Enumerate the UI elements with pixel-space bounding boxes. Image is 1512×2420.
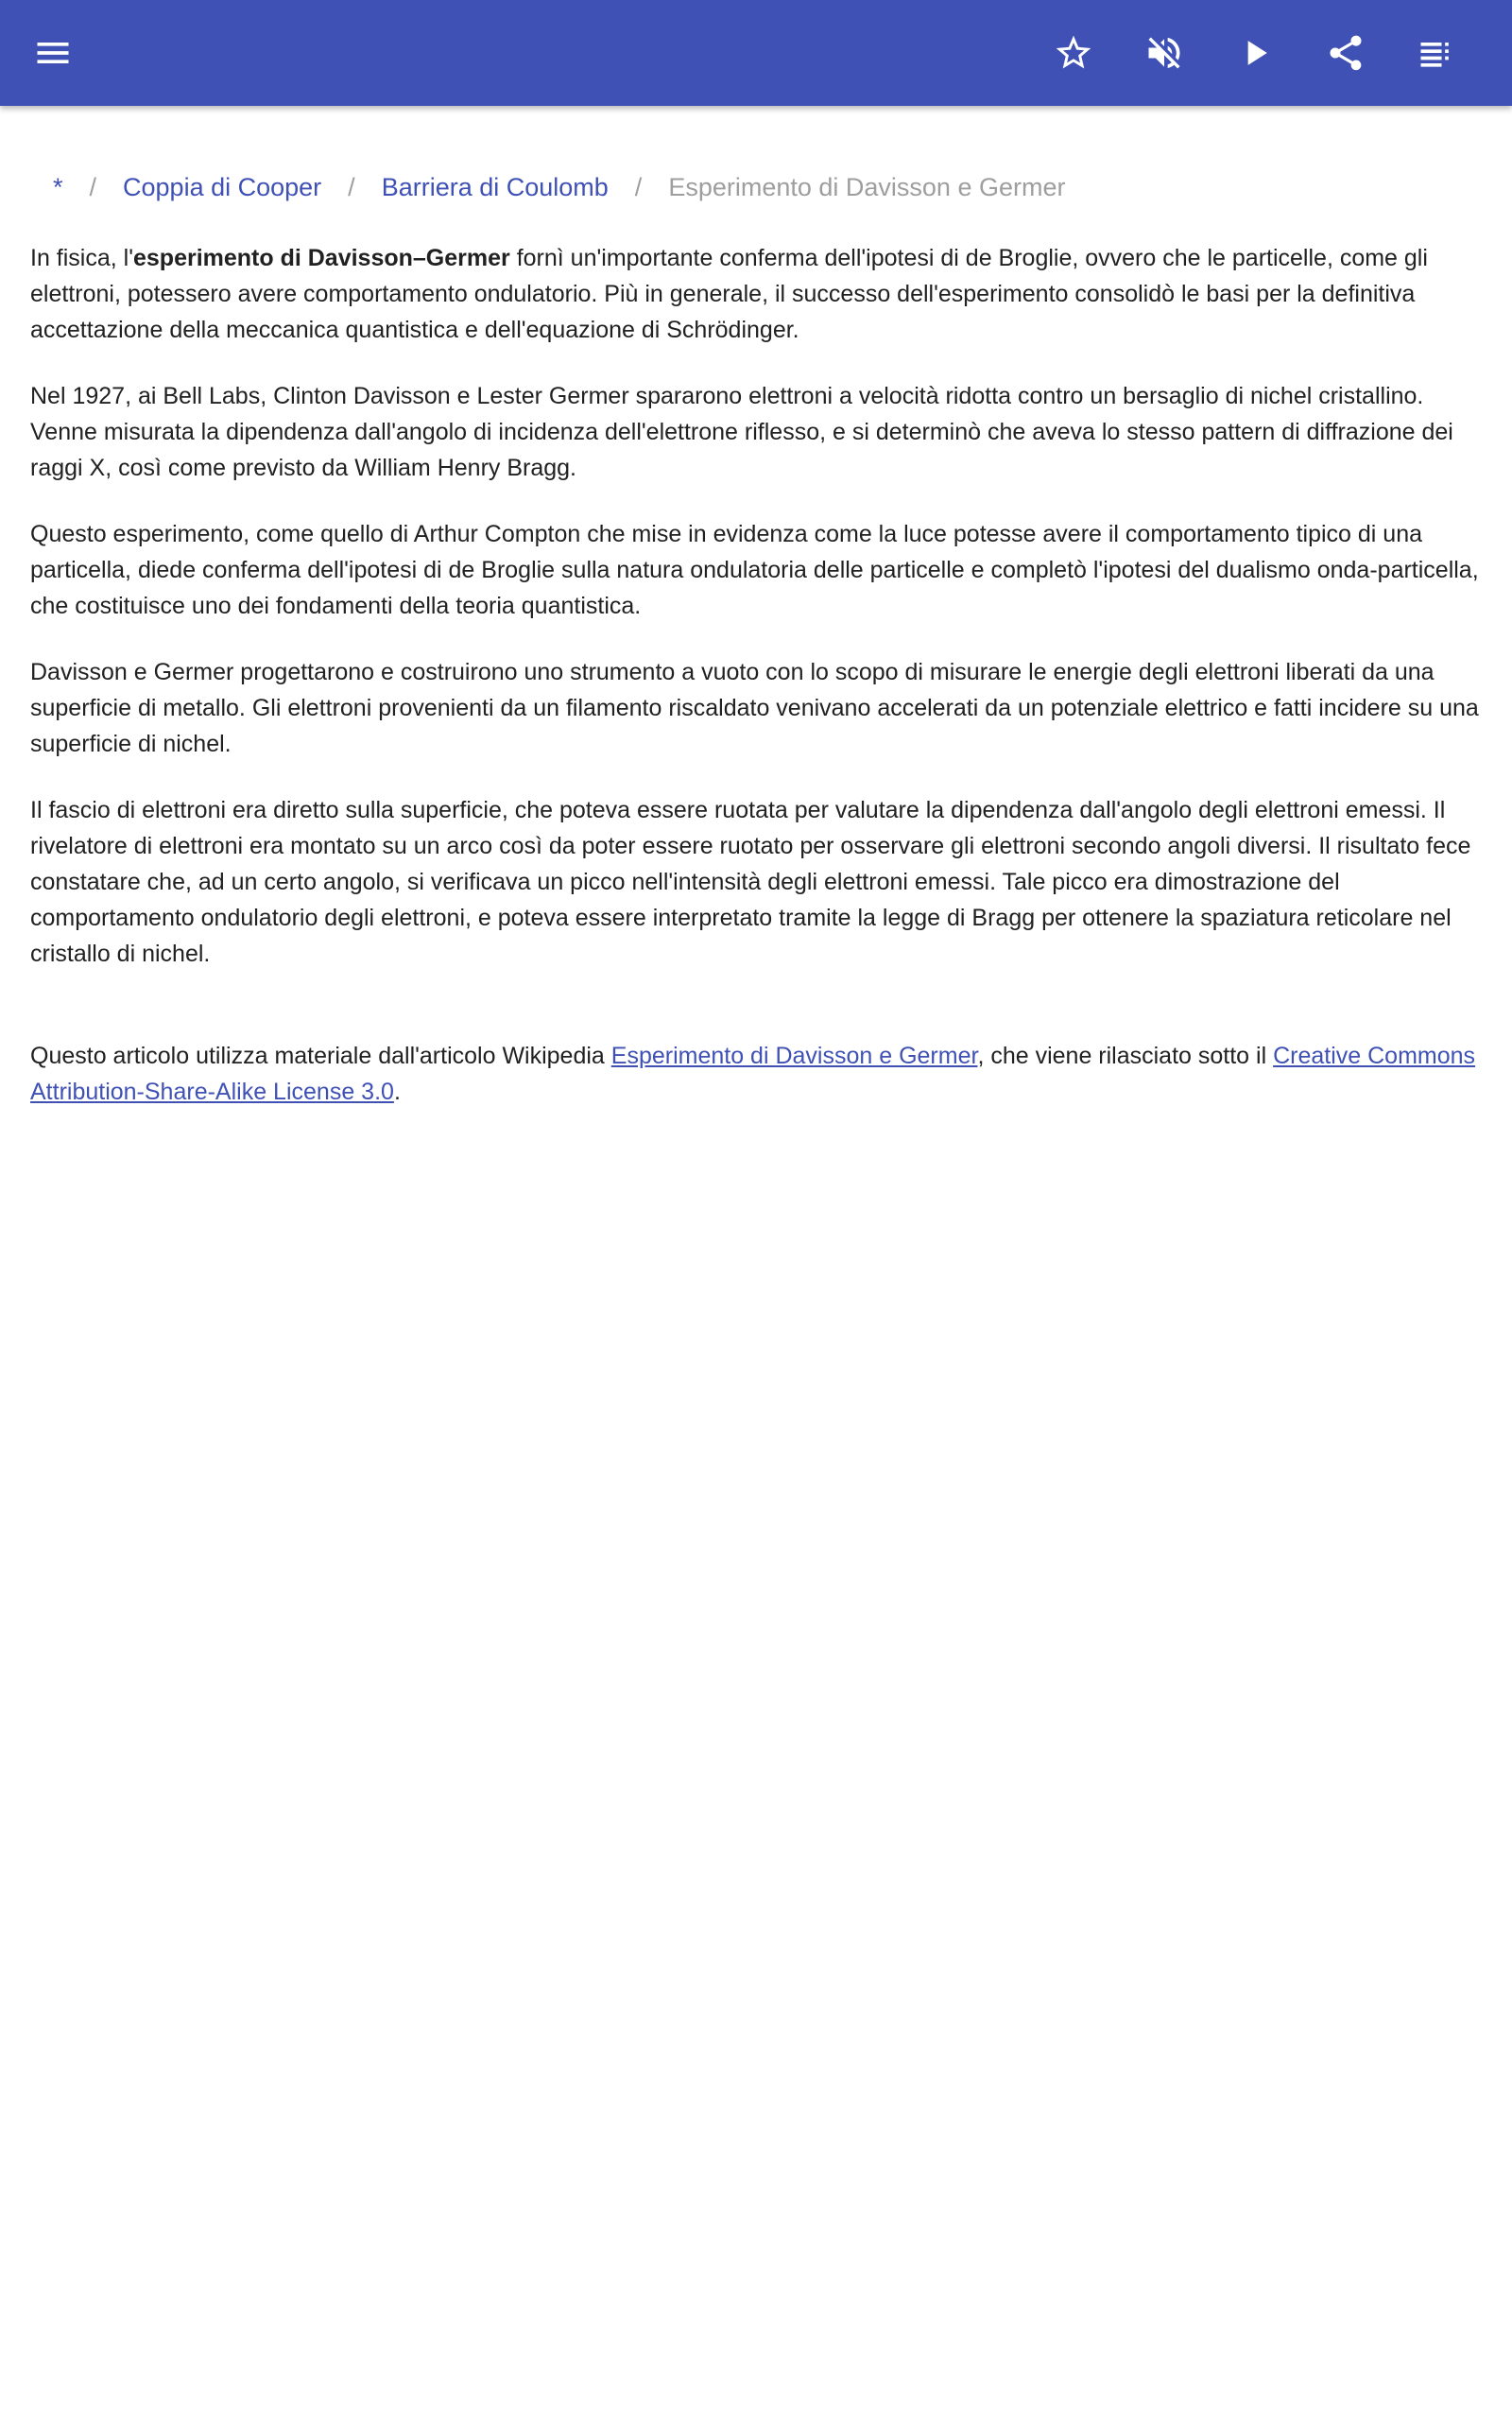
menu-icon (32, 32, 74, 74)
paragraph-apparatus: Davisson e Germer progettarono e costruirono uno strumento a vuoto con lo scopo di misurare le energie degli elettroni liberati da una superficie di metallo. Gli elettroni provenienti da un filamento riscaldato venivano accelerati da un potenziale elettrico e fatti incidere su una superficie di nichel. (30, 659, 1479, 757)
breadcrumb-separator: / (89, 172, 97, 201)
share-button[interactable] (1319, 26, 1372, 79)
share-icon (1325, 32, 1366, 74)
breadcrumb-separator: / (348, 172, 355, 201)
article-subject: esperimento di Davisson–Germer (132, 245, 510, 271)
play-button[interactable] (1228, 26, 1281, 79)
breadcrumb-current: Esperimento di Davisson e Germer (668, 172, 1066, 201)
article-body (30, 240, 1486, 1140)
star-icon (1053, 32, 1094, 74)
breadcrumb (53, 166, 1065, 208)
playlist-icon (1416, 32, 1457, 74)
breadcrumb-item-barriera-di-coulomb[interactable]: Barriera di Coulomb (381, 172, 609, 201)
breadcrumb-separator: / (634, 172, 643, 201)
play-icon (1234, 32, 1276, 74)
attribution-mid: , che viene rilasciato sotto il (977, 1043, 1274, 1069)
mute-button[interactable] (1138, 26, 1191, 79)
paragraph-intro-pre: In fisica, l' (30, 245, 133, 271)
attribution-post: . (393, 1079, 401, 1105)
breadcrumb-item-coppia-di-cooper[interactable]: Coppia di Cooper (123, 172, 322, 201)
breadcrumb-home[interactable]: * (53, 172, 63, 201)
bookmark-button[interactable] (1047, 26, 1100, 79)
wikipedia-article-link[interactable]: Esperimento di Davisson e Germer (610, 1043, 978, 1069)
license-link[interactable]: Creative Commons Attribution-Share-Alike License 3.0 (30, 1043, 1476, 1105)
paragraph-significance: Questo esperimento, come quello di Arthur Compton che mise in evidenza come la luce potesse avere il comportamento tipico di una particella, diede conferma dell'ipotesi di de Broglie sulla natura ondulatoria delle particelle e completò l'ipotesi del dualismo onda-particella, che costituisce uno dei fondamenti della teoria quantistica. (30, 521, 1479, 619)
contents-button[interactable] (1410, 26, 1463, 79)
attribution-note (30, 1038, 1486, 1110)
paragraph-intro (30, 240, 1486, 348)
attribution-pre: Questo articolo utilizza materiale dall'articolo Wikipedia (30, 1043, 611, 1069)
app-bar (0, 0, 1512, 106)
volume-off-icon (1143, 32, 1185, 74)
paragraph-intro-post: fornì un'importante conferma dell'ipotesi di de Broglie, ovvero che le particelle, come gli elettroni, potessero avere comportamento ondulatorio. Più in generale, il successo dell'esperimento consolidò le basi per la definitiva accettazione della meccanica quantistica e dell'equazione di Schrödinger. (30, 245, 1428, 343)
paragraph-history: Nel 1927, ai Bell Labs, Clinton Davisson e Lester Germer spararono elettroni a velocità ridotta contro un bersaglio di nichel cristallino. Venne misurata la dipendenza dall'angolo di incidenza dell'elettrone riflesso, e si determinò che aveva lo stesso pattern di diffrazione dei raggi X, così come previsto da William Henry Bragg. (30, 383, 1453, 481)
menu-button[interactable] (26, 26, 79, 79)
paragraph-results: Il fascio di elettroni era diretto sulla superficie, che poteva essere ruotata per valutare la dipendenza dall'angolo degli elettroni emessi. Il rivelatore di elettroni era montato su un arco così da poter essere ruotato per osservare gli elettroni secondo angoli diversi. Il risultato fece constatare che, ad un certo angolo, si verificava un picco nell'intensità degli elettroni emessi. Tale picco era dimostrazione del comportamento ondulatorio degli elettroni, e poteva essere interpretato tramite la legge di Bragg per ottenere la spaziatura reticolare nel cristallo di nichel. (30, 797, 1471, 967)
